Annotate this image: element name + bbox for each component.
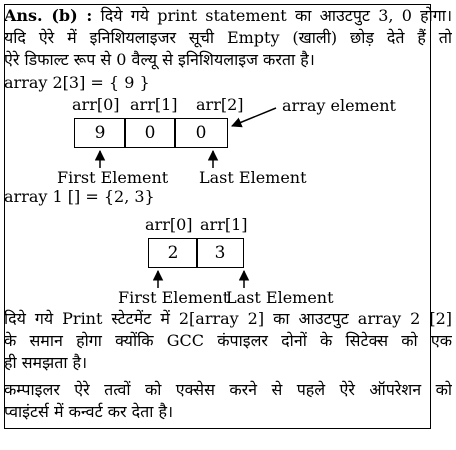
array1-value-0: 2 xyxy=(167,243,179,263)
explanation-p1-line-2: के समान होगा क्योंकि GCC कंपाइलर दोनों के सिटेक्स को एक xyxy=(4,331,452,350)
answer-line-2: यदि ऐरे में इनिशियलाइजर सूची Empty (खाली) छोड़ देते हैं तो xyxy=(4,28,452,47)
array-element-arrow xyxy=(232,108,276,126)
array2-last-element-label: Last Element xyxy=(199,168,307,187)
explanation-p1-line-3: ही समझता है। xyxy=(4,353,88,372)
array2-first-element-label: First Element xyxy=(57,168,169,187)
array2-index-0: arr[0] xyxy=(72,95,120,114)
explanation-p2-line-2: प्वाइंटर्स में कन्वर्ट कर देता है। xyxy=(4,402,174,421)
answer-line-1-text: दिये गये print statement का आउटपुट 3, 0 होगा। xyxy=(92,6,452,25)
array1-declaration: array 1 [] = {2, 3} xyxy=(4,187,155,206)
array2-value-0: 9 xyxy=(94,123,106,143)
array1-last-element-label: Last Element xyxy=(226,288,334,307)
array2-index-1: arr[1] xyxy=(130,95,178,114)
array2-declaration: array 2[3] = { 9 } xyxy=(4,73,150,92)
explanation-p2-line-1: कम्पाइलर ऐरे तत्वों को एक्सेस करने से पहले ऐरे ऑपरेशन को xyxy=(4,380,452,399)
array1-index-0: arr[0] xyxy=(145,215,193,234)
answer-prefix: Ans. (b) : xyxy=(4,6,93,25)
array1-index-1: arr[1] xyxy=(200,215,248,234)
array-element-label: array element xyxy=(282,96,396,115)
array2-value-1: 0 xyxy=(144,123,156,143)
array1-value-1: 3 xyxy=(214,243,226,263)
array1-first-element-label: First Element xyxy=(118,288,230,307)
array2-value-2: 0 xyxy=(195,123,207,143)
answer-line-3: ऐरे डिफाल्ट रूप से 0 वैल्यू से इनिशियलाइज करता है। xyxy=(4,50,315,69)
array2-index-2: arr[2] xyxy=(196,95,244,114)
explanation-p1-line-1: दिये गये Print स्टेटमेंट में 2[array 2] का आउटपुट array 2 [2] xyxy=(4,309,452,328)
